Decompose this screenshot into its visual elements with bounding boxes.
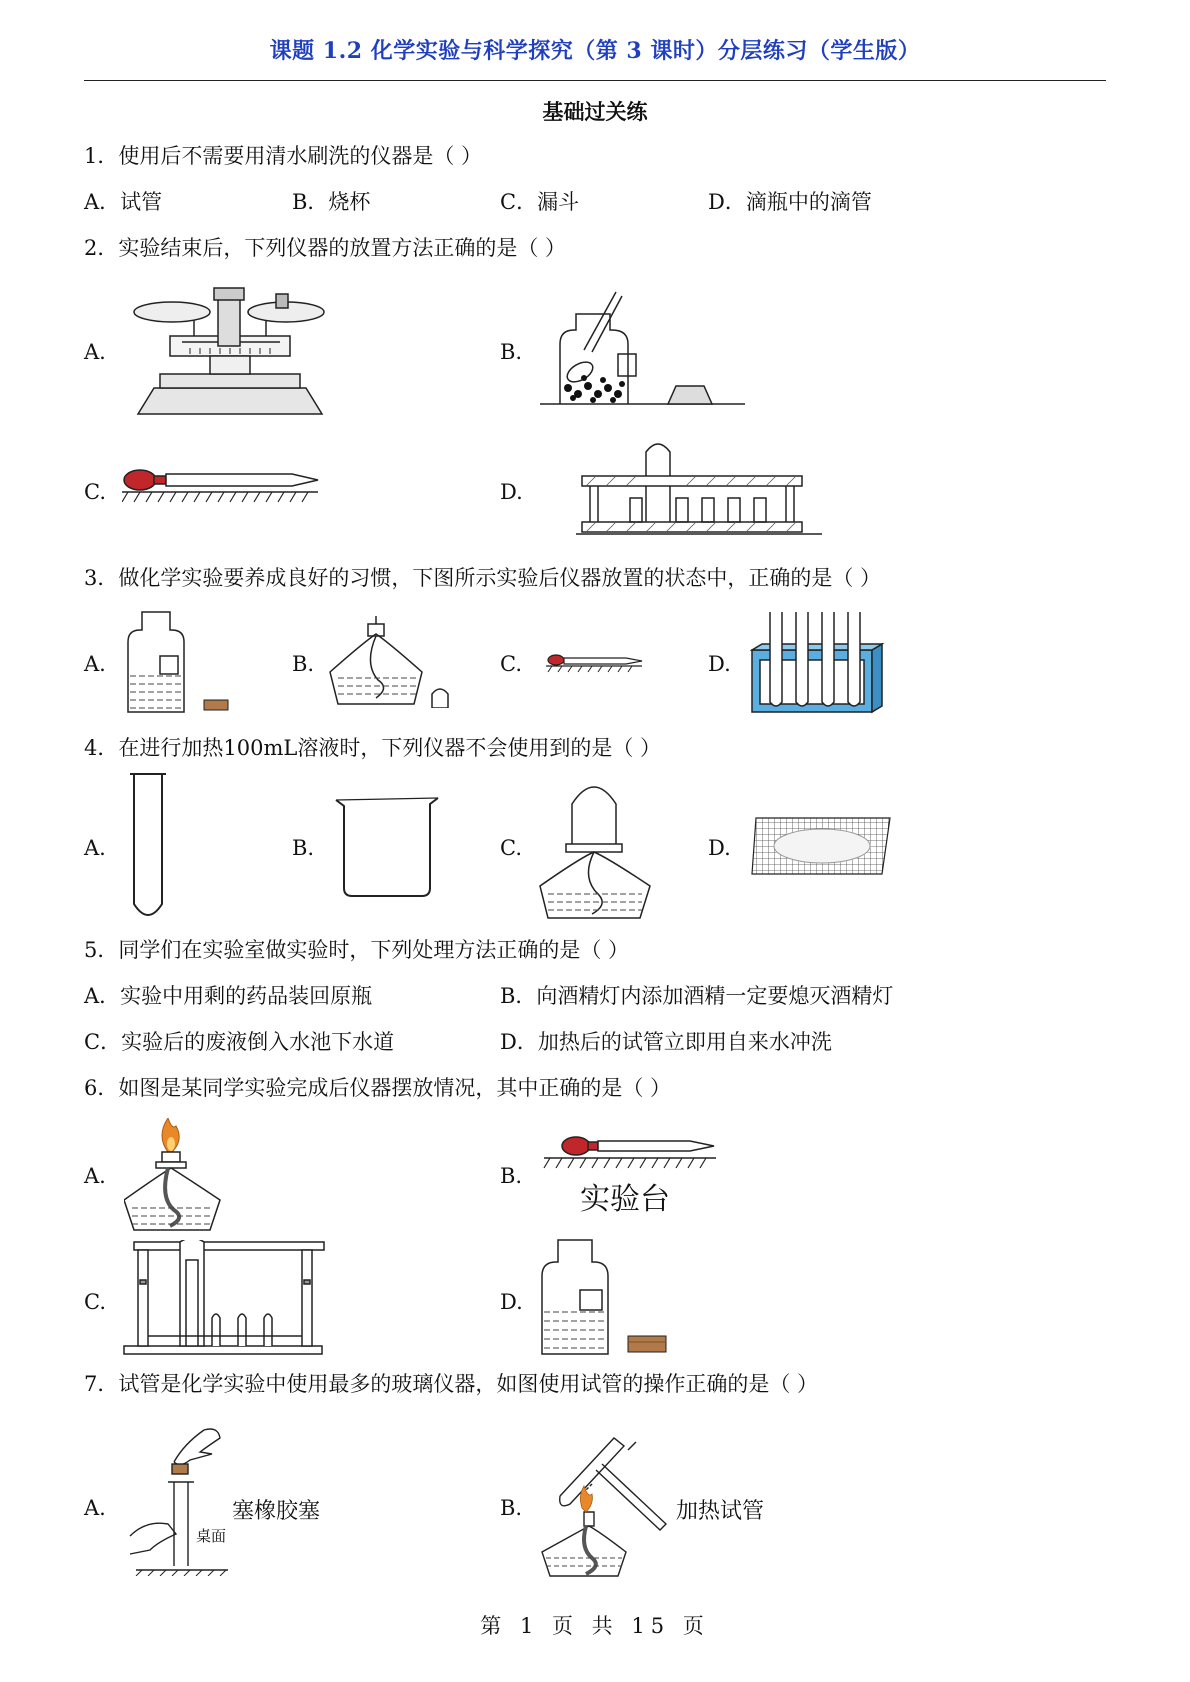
blue-test-tube-rack-figure	[750, 610, 890, 716]
q4-label-c[interactable]: C.	[500, 836, 522, 860]
capped-alcohol-lamp-figure	[538, 776, 658, 924]
beaker-figure	[334, 796, 444, 900]
q5-option-a[interactable]: A．实验中用剩的药品装回原瓶	[84, 984, 373, 1008]
question-stem: 试管是化学实验中使用最多的玻璃仪器，如图使用试管的操作正确的是（ ）	[118, 1372, 819, 1396]
wire-gauze-figure	[750, 816, 894, 876]
question-stem: 在进行加热100mL溶液时，下列仪器不会使用到的是（ ）	[118, 736, 661, 760]
question-5	[84, 936, 629, 964]
q2-label-c[interactable]: C.	[84, 480, 106, 504]
q7-label-a[interactable]: A.	[84, 1496, 106, 1520]
question-number: 3．	[84, 566, 119, 590]
question-stem: 实验结束后，下列仪器的放置方法正确的是（ ）	[118, 236, 567, 260]
q3-label-b[interactable]: B.	[292, 652, 315, 676]
section-title: 基础过关练	[542, 99, 648, 124]
heating-test-tube-figure	[540, 1430, 680, 1580]
question-number: 2．	[84, 236, 119, 260]
q6-label-c[interactable]: C.	[84, 1290, 106, 1314]
q6-label-d[interactable]: D.	[500, 1290, 523, 1314]
q5-option-b[interactable]: B．向酒精灯内添加酒精一定要熄灭酒精灯	[500, 984, 894, 1008]
question-number: 6．	[84, 1076, 119, 1100]
reagent-bottle-figure	[540, 290, 750, 408]
open-bottle-figure	[126, 608, 236, 716]
q1-option-c[interactable]: C．漏斗	[500, 190, 580, 214]
question-4	[84, 734, 661, 762]
question-number: 7．	[84, 1372, 119, 1396]
page-title: 课题 1.2 化学实验与科学探究（第 3 课时）分层练习（学生版）	[269, 38, 921, 64]
q7-label-b[interactable]: B.	[500, 1496, 523, 1520]
q1-option-a[interactable]: A．试管	[84, 190, 163, 214]
q4-label-a[interactable]: A.	[84, 836, 106, 860]
q3-label-c[interactable]: C.	[500, 652, 522, 676]
question-7	[84, 1370, 818, 1398]
q2-label-d[interactable]: D.	[500, 480, 523, 504]
alcohol-lamp-uncapped-figure	[328, 614, 460, 708]
question-stem: 同学们在实验室做实验时，下列处理方法正确的是（ ）	[118, 938, 630, 962]
open-bottle-figure-2	[540, 1236, 676, 1358]
test-tube-stand-figure	[122, 1240, 328, 1358]
q3-label-d[interactable]: D.	[708, 652, 731, 676]
q1-option-d[interactable]: D．滴瓶中的滴管	[708, 190, 872, 214]
heating-caption: 加热试管	[676, 1499, 765, 1524]
stopper-caption: 塞橡胶塞	[232, 1499, 321, 1524]
q3-label-a[interactable]: A.	[84, 652, 106, 676]
lit-alcohol-lamp-figure	[124, 1118, 224, 1234]
test-tube-figure	[126, 772, 170, 924]
question-number: 5．	[84, 938, 119, 962]
lab-table-caption: 实验台	[580, 1182, 670, 1217]
q6-label-b[interactable]: B.	[500, 1164, 523, 1188]
question-1	[84, 142, 482, 170]
balance-figure	[130, 282, 330, 418]
q6-label-a[interactable]: A.	[84, 1164, 106, 1188]
q2-label-a[interactable]: A.	[84, 340, 106, 364]
desk-caption: 桌面	[196, 1527, 227, 1545]
dropper-on-table-figure	[122, 462, 322, 506]
question-3	[84, 564, 881, 592]
q5-option-c[interactable]: C．实验后的废液倒入水池下水道	[84, 1030, 395, 1054]
question-2	[84, 234, 566, 262]
header-divider	[84, 80, 1106, 81]
q4-label-b[interactable]: B.	[292, 836, 315, 860]
q5-option-d[interactable]: D．加热后的试管立即用自来水冲洗	[500, 1030, 832, 1054]
stopper-insertion-figure	[128, 1424, 238, 1576]
question-number: 1．	[84, 144, 119, 168]
q2-label-b[interactable]: B.	[500, 340, 523, 364]
question-number: 4．	[84, 736, 119, 760]
question-6	[84, 1074, 671, 1102]
dropper-lab-table-figure	[540, 1132, 720, 1172]
question-stem: 如图是某同学实验完成后仪器摆放情况，其中正确的是（ ）	[118, 1076, 672, 1100]
question-stem: 做化学实验要养成良好的习惯，下图所示实验后仪器放置的状态中，正确的是（ ）	[118, 566, 882, 590]
dropper-small-figure	[546, 652, 646, 674]
test-tube-rack-figure	[576, 438, 826, 538]
q4-label-d[interactable]: D.	[708, 836, 731, 860]
q1-option-b[interactable]: B．烧杯	[292, 190, 371, 214]
page-footer: 第 1 页 共 15 页	[480, 1614, 710, 1638]
question-stem: 使用后不需要用清水刷洗的仪器是（ ）	[118, 144, 483, 168]
